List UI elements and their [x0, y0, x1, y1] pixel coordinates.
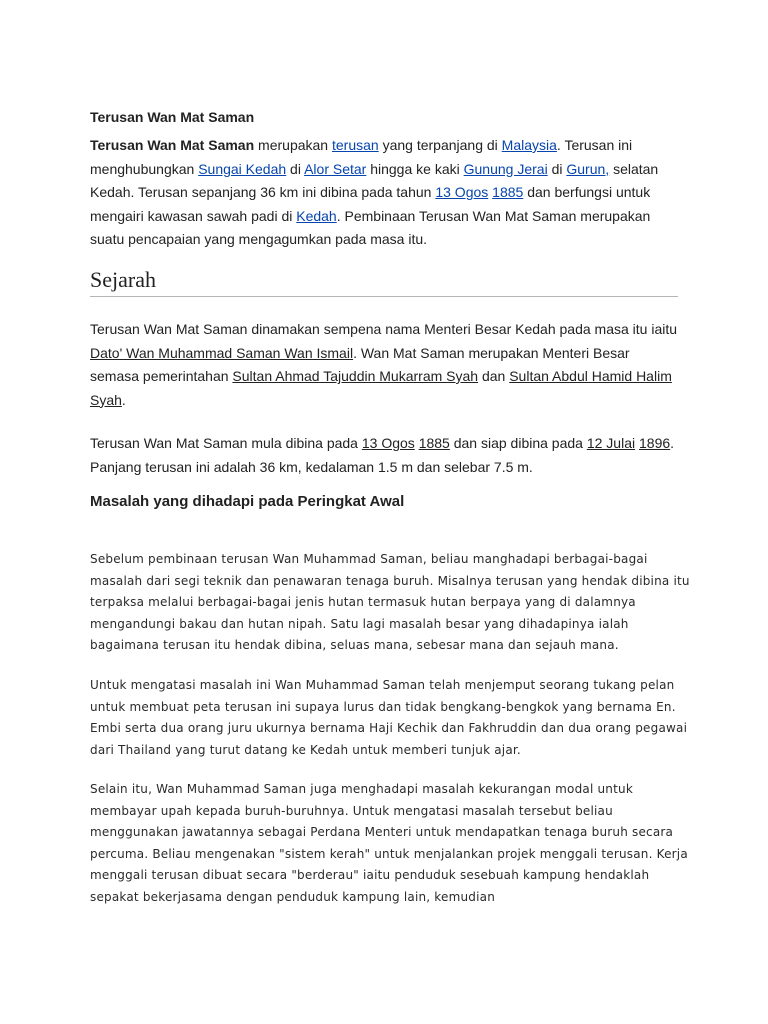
intro-bold-term: Terusan Wan Mat Saman: [90, 137, 255, 153]
link-13-ogos[interactable]: 13 Ogos: [435, 184, 489, 200]
intro-paragraph: Terusan Wan Mat Saman merupakan terusan yang terpanjang di Malaysia. Terusan ini menghubungkan Sungai Kedah di Alor Setar hingga ke kaki Gunung Jerai di Gurun, selatan Kedah. Terusan sepanjang 36 km ini dibina pada tahun 13 Ogos 1885 dan berfungsi untuk mengairi kawasan sawah padi di Kedah. Pembinaan Terusan Wan Mat Saman merupakan suatu pencapaian yang mengagumkan pada masa itu.: [90, 137, 659, 247]
sejarah-paragraph-1: Terusan Wan Mat Saman dinamakan sempena nama Menteri Besar Kedah pada masa itu iaitu Dato' Wan Muhammad Saman Wan Ismail. Wan Mat Saman merupakan Menteri Besar semasa pemerintahan Sultan Ahmad Tajuddin Mukarram Syah dan Sultan Abdul Hamid Halim Syah.: [90, 321, 678, 408]
link-terusan[interactable]: terusan: [331, 137, 379, 153]
link-1896[interactable]: 1896: [639, 435, 671, 451]
link-malaysia[interactable]: Malaysia: [501, 137, 557, 153]
masalah-paragraph-1: Sebelum pembinaan terusan Wan Muhammad Saman, beliau manghadapi berbagai-bagai masalah dari segi teknik dan penawaran tenaga buruh. Misalnya terusan yang hendak dibina itu terpaksa melalui berbagai-bagai jenis hutan termasuk hutan berpaya yang di dalamnya mengandungi bakau dan hutan nipah. Satu lagi masalah besar yang dihadapinya ialah bagaimana terusan itu hendak dibina, seluas mana, sebesar mana dan sejauh mana.: [90, 552, 690, 652]
link-gurun[interactable]: Gurun,: [566, 160, 610, 177]
link-kedah[interactable]: Kedah: [296, 207, 337, 224]
link-13-ogos-2[interactable]: 13 Ogos: [361, 435, 415, 451]
link-1885[interactable]: 1885: [492, 184, 524, 200]
document-title: Terusan Wan Mat Saman: [90, 109, 255, 125]
section-heading-masalah: Masalah yang dihadapi pada Peringkat Awal: [90, 493, 405, 510]
link-gunung-jerai[interactable]: Gunung Jerai: [463, 160, 548, 177]
link-12-julai[interactable]: 12 Julai: [586, 435, 636, 451]
link-sultan-ahmad-tajuddin[interactable]: Sultan Ahmad Tajuddin Mukarram Syah: [232, 368, 479, 384]
masalah-paragraph-3: Selain itu, Wan Muhammad Saman juga menghadapi masalah kekurangan modal untuk membayar upah kepada buruh-buruhnya. Untuk mengatasi masalah tersebut beliau menggunakan jawatannya sebagai Perdana Menteri untuk mendapatkan tenaga buruh secara percuma. Beliau mengenakan "sistem kerah" untuk menjalankan projek menggali terusan. Kerja menggali terusan dibuat secara "berderau" iaitu penduduk sesebuah kampung hendaklah sepakat bekerjasama dengan penduduk kampung lain, kemudian: [90, 782, 688, 904]
masalah-paragraph-2: Untuk mengatasi masalah ini Wan Muhammad Saman telah menjemput seorang tukang pelan untuk membuat peta terusan ini supaya lurus dan tidak bengkang-bengkok yang bernama En. Embi serta dua orang juru ukurnya bernama Haji Kechik dan Fakhruddin dan dua orang pegawai dari Thailand yang turut datang ke Kedah untuk memberi tunjuk ajar.: [90, 678, 688, 757]
link-alor-setar[interactable]: Alor Setar: [304, 160, 367, 177]
section-heading-sejarah: Sejarah: [90, 266, 678, 297]
link-dato-wan-muhammad-saman[interactable]: Dato' Wan Muhammad Saman Wan Ismail: [90, 344, 354, 361]
sejarah-paragraph-2: Terusan Wan Mat Saman mula dibina pada 13 Ogos 1885 dan siap dibina pada 12 Julai 1896. Panjang terusan ini adalah 36 km, kedalaman 1.5 m dan selebar 7.5 m.: [90, 435, 675, 475]
link-1885-2[interactable]: 1885: [418, 435, 450, 451]
link-sultan-abdul-hamid[interactable]: Sultan Abdul Hamid Halim Syah: [90, 368, 672, 408]
link-sungai-kedah[interactable]: Sungai Kedah: [198, 160, 287, 177]
